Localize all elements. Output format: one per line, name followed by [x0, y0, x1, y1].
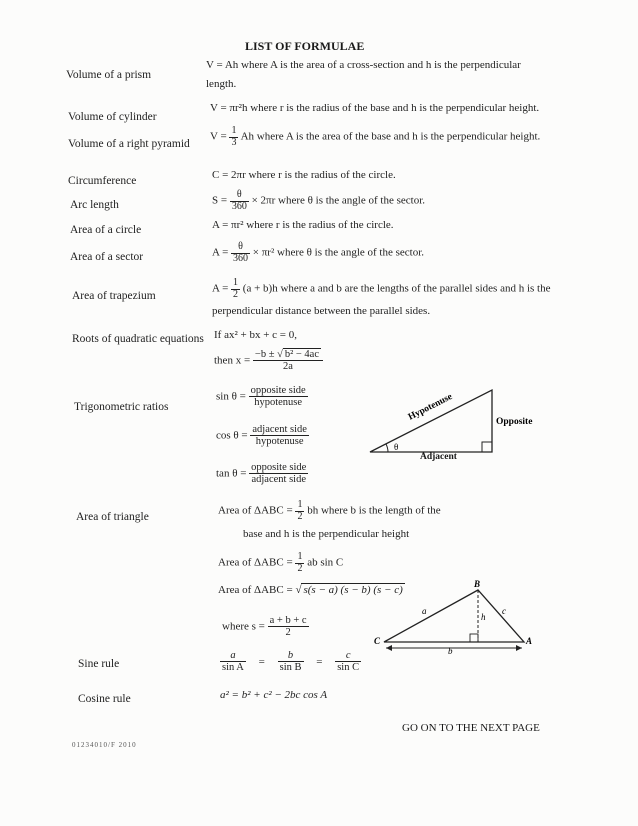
document-code: 01234010/F 2010 [72, 741, 137, 749]
label-trig-ratios: Trigonometric ratios [74, 401, 169, 413]
label-volume-prism: Volume of a prism [66, 69, 152, 81]
formula-area-triangle-2: Area of ΔABC = $\frac{1}{2}$ ab sin C [218, 551, 344, 574]
label-sine-rule: Sine rule [78, 658, 120, 670]
adjacent-label: Adjacent [420, 452, 457, 462]
label-quadratic-roots: Roots of quadratic equations [72, 333, 204, 345]
formula-tan: tan θ = $\frac{\text{opposite side}}{\text{adjacent side}}$ [216, 462, 307, 486]
vertex-a-label: A [526, 636, 533, 646]
formula-quadratic-solution: then x = $\frac{\text{−b ± √ b² − 4ac}}{2a}$ [214, 349, 323, 372]
formula-area-sector: A = $\frac{\theta}{360}$ × πr² where θ is the angle of the sector. [212, 241, 425, 264]
label-area-circle: Area of a circle [70, 224, 142, 236]
formula-area-trapezium-line2: perpendicular distance between the parallel sides. [212, 305, 431, 317]
hypotenuse-label: Hypotenuse [406, 391, 455, 423]
side-c-label: c [502, 606, 506, 616]
formula-volume-cylinder: V = πr²h where r is the radius of the base and h is the perpendicular height. [210, 102, 540, 114]
label-area-sector: Area of a sector [70, 251, 144, 263]
label-arc-length: Arc length [70, 199, 119, 211]
formula-volume-prism: V = Ah where A is the area of a cross-section and h is the perpendicular [206, 59, 521, 71]
side-a-label: a [422, 606, 427, 616]
right-triangle-diagram [362, 380, 542, 460]
side-b-label: b [448, 646, 453, 656]
vertex-c-label: C [374, 636, 381, 646]
label-volume-cylinder: Volume of cylinder [68, 111, 157, 123]
theta-label: θ [394, 442, 399, 452]
page-title: LIST OF FORMULAE [245, 39, 365, 53]
formula-cosine-rule: a² = b² + c² − 2bc cos A [220, 689, 328, 701]
formula-sine-rule: $\frac{a}{\text{sin A}}$ = $\frac{b}{\text{sin B}}$ = $\frac{c}{\text{sin C}}$ [222, 650, 360, 674]
formula-volume-pyramid: V = $\frac{1}{3}$ Ah where A is the area of the base and h is the perpendicular height. [210, 125, 541, 148]
label-volume-pyramid: Volume of a right pyramid [68, 138, 190, 150]
formula-sin: sin θ = $\frac{\text{opposite side}}{\text{hypotenuse}}$ [216, 385, 306, 409]
formula-cos: cos θ = $\frac{\text{adjacent side}}{\text{hypotenuse}}$ [216, 424, 307, 448]
height-h-label: h [481, 612, 486, 622]
formula-circumference: C = 2πr where r is the radius of the circle. [212, 169, 396, 181]
formula-area-triangle-heron: Area of ΔABC = √ s(s − a) (s − b) (s − c) [218, 584, 403, 596]
formula-area-trapezium: A = $\frac{1}{2}$ (a + b)h where a and b are the lengths of the parallel sides and h is the [212, 277, 551, 300]
formula-arc-length: S = $\frac{\theta}{360}$ × 2πr where θ is the angle of the sector. [212, 189, 425, 212]
formula-area-circle: A = πr² where r is the radius of the circle. [212, 219, 394, 231]
opposite-label: Opposite [496, 417, 533, 427]
oblique-triangle-diagram [370, 578, 535, 656]
go-on-next-page: GO ON TO THE NEXT PAGE [402, 722, 540, 734]
label-area-triangle: Area of triangle [76, 511, 149, 523]
formula-area-triangle-1: Area of ΔABC = $\frac{1}{2}$ bh where b is the length of the [218, 499, 441, 522]
formula-quadratic-equation: If ax² + bx + c = 0, [214, 329, 297, 341]
formula-semiperimeter: where s = $\frac{a + b + c}{2}$ [222, 615, 307, 639]
label-cosine-rule: Cosine rule [78, 693, 131, 705]
label-area-trapezium: Area of trapezium [72, 290, 156, 302]
label-circumference: Circumference [68, 175, 137, 187]
vertex-b-label: B [474, 579, 481, 589]
formula-area-triangle-1-line2: base and h is the perpendicular height [243, 528, 410, 540]
formula-volume-prism-line2: length. [206, 78, 237, 90]
